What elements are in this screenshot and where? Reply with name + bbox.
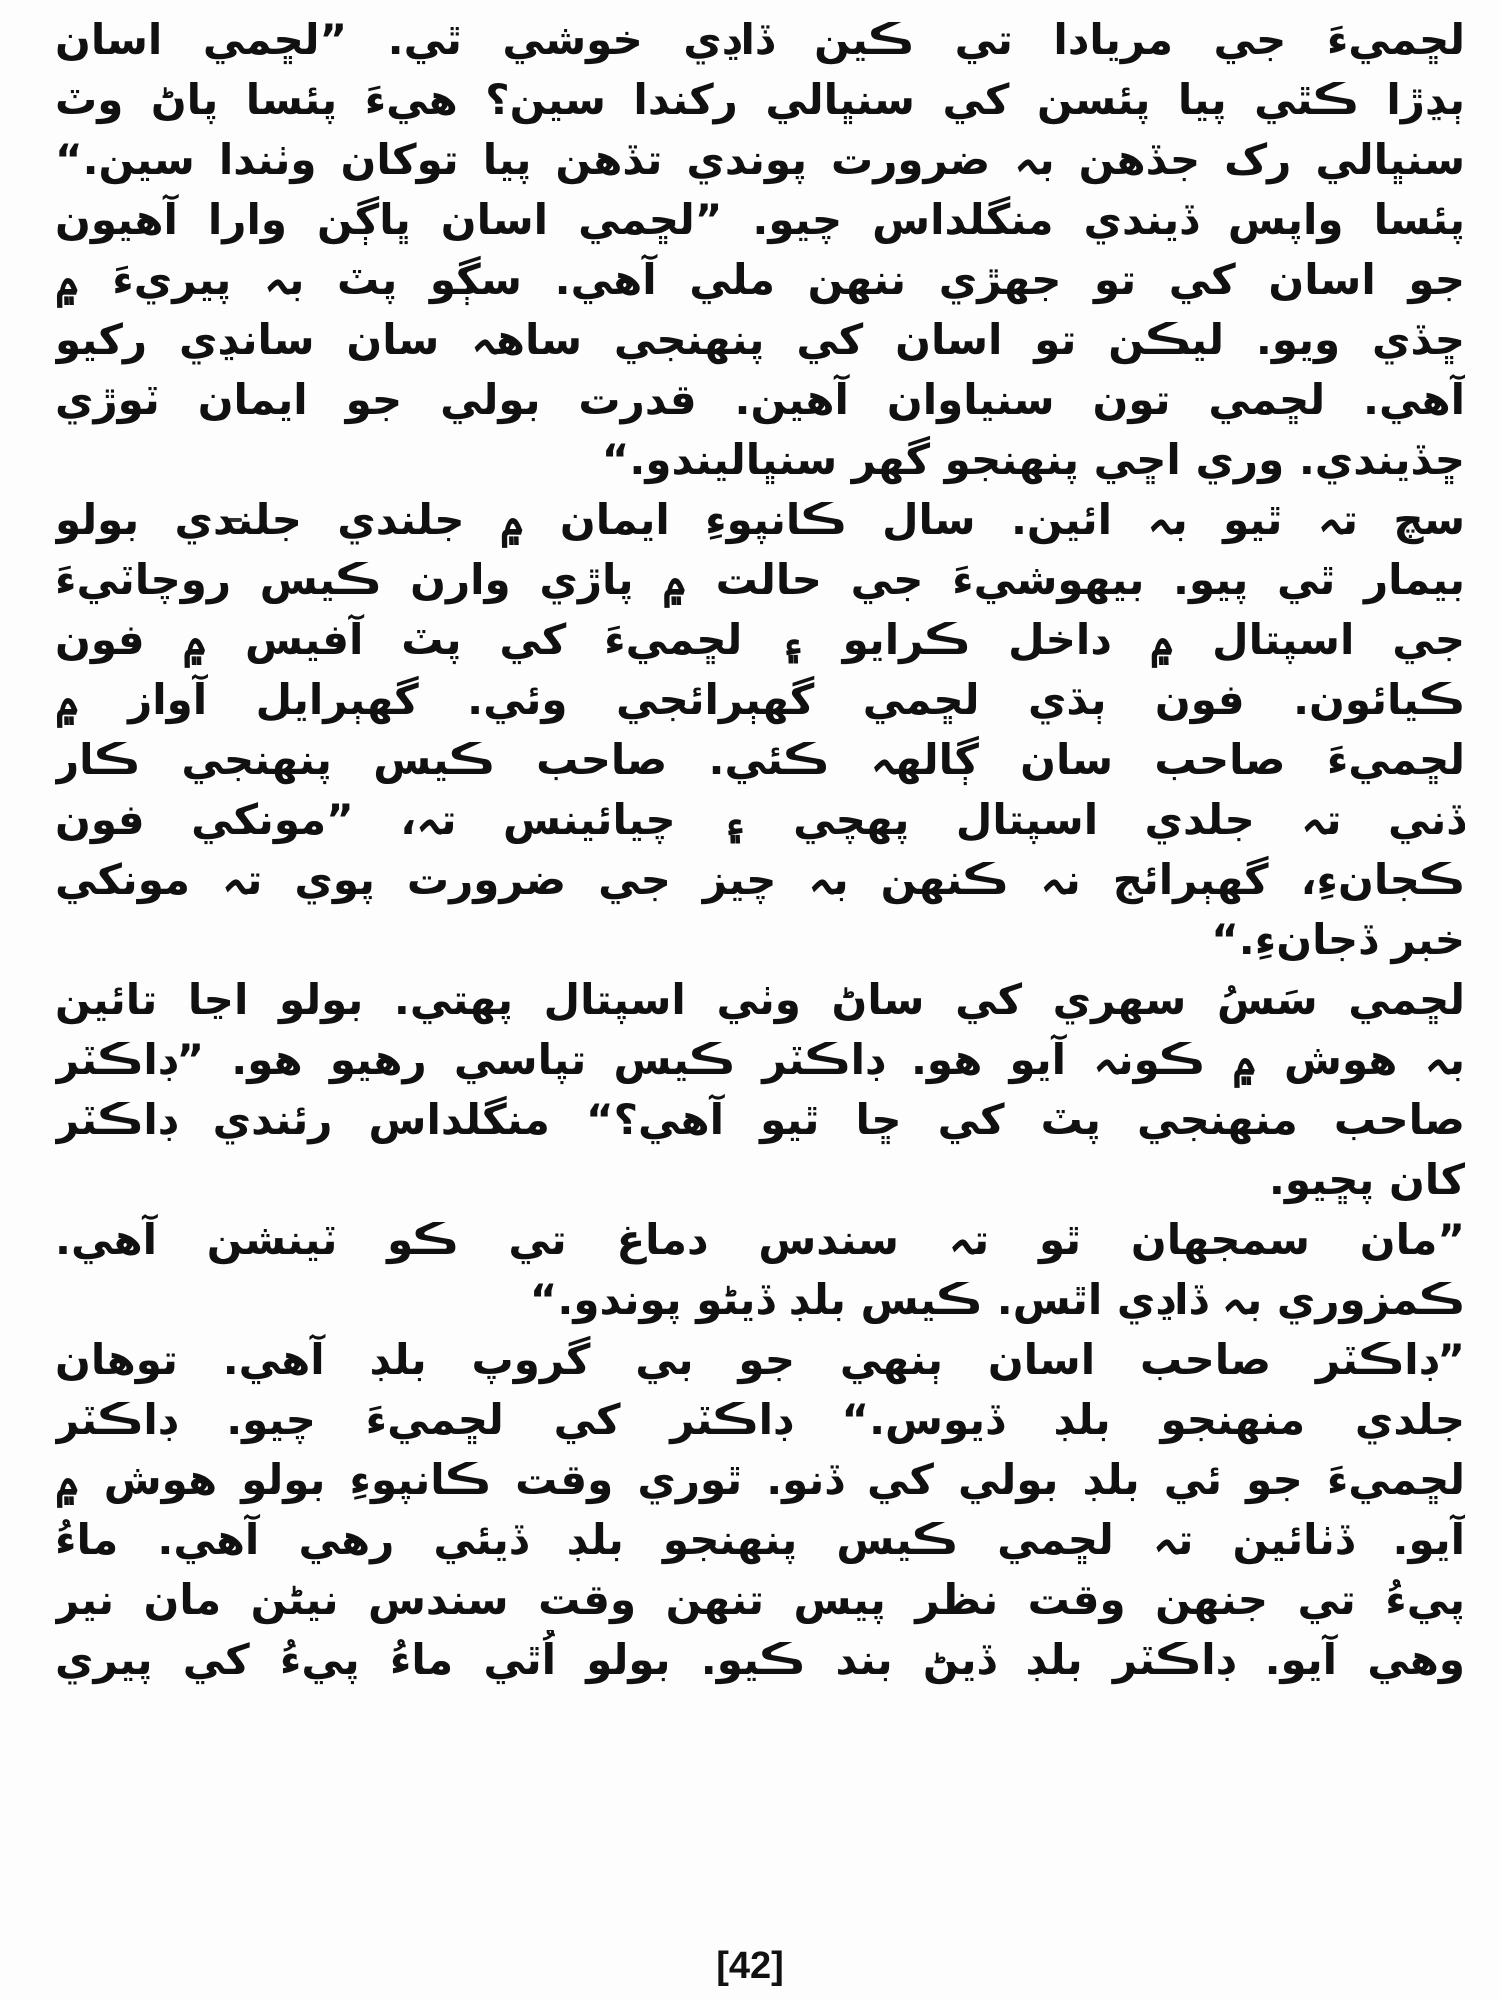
text-line: لڇمي سَسُ سهري کي ساڻ وٺي اسپتال پهتي. بولو اڃا تائين <box>55 975 1465 1024</box>
text-line: پيءُ تي جنهن وقت نظر پيس تنهن وقت سندس نيڻن مان نير <box>55 1575 1465 1624</box>
text-line: ڪمزوري بہ ڏاڍي اٿس. ڪيس بلڊ ڏيڻو پوندو.“ <box>529 1275 1465 1324</box>
text-line: جو اسان کي تو جهڙي ننهن ملي آهي. سڳو پٽ بہ پيريءَ ۾ <box>55 255 1465 304</box>
text-line: جلدي منهنجو بلڊ ڏيوس.“ ڊاڪٽر کي لڇميءَ چيو. ڊاڪٽر <box>55 1395 1465 1444</box>
text-line: لڇميءَ جو ئي بلڊ بولي کي ڏنو. ٿوري وقت ڪانپوءِ بولو هوش ۾ <box>55 1455 1465 1504</box>
text-line: ڏني تہ جلدي اسپتال پهچي ۽ چيائينس تہ، ”مونکي فون <box>55 795 1465 844</box>
text-line: کان پڇيو. <box>1268 1155 1465 1204</box>
text-line: ”ڊاڪٽر صاحب اسان ٻنهي جو بي گروپ بلڊ آهي. توهان <box>55 1335 1465 1384</box>
text-line: بہ هوش ۾ ڪونہ آيو هو. ڊاڪٽر ڪيس تپاسي رهيو هو. ”ڊاڪٽر <box>55 1035 1465 1084</box>
text-line: جي اسپتال ۾ داخل ڪرايو ۽ لڇميءَ کي پٽ آفيس ۾ فون <box>55 615 1465 664</box>
body-text <box>55 10 1465 1690</box>
text-line: خبر ڏجانءِ.“ <box>1211 915 1465 964</box>
text-line: ڇڏي ويو. ليڪن تو اسان کي پنهنجي ساهہ سان سانڍي رکيو <box>55 315 1465 364</box>
text-line: ڇڏيندي. وري اڇي پنهنجو گهر سنڀاليندو.“ <box>601 435 1465 484</box>
text-line: وهي آيو. ڊاڪٽر بلڊ ڏيڻ بند ڪيو. بولو اُٿي ماءُ پيءُ کي پيري <box>55 1635 1465 1684</box>
text-line: ڪجانءِ، گهٻرائج نہ ڪنهن بہ چيز جي ضرورت پوي تہ مونکي <box>55 855 1465 904</box>
page-number: [42] <box>716 1945 784 1987</box>
text-line: ڪيائون. فون ٻڌي لڇمي گهٻرائجي وئي. گهٻرايل آواز ۾ <box>55 675 1465 724</box>
text-line: لڇميءَ جي مريادا تي ڪين ڏاڍي خوشي ٿي. ”لڇمي اسان <box>55 15 1465 64</box>
text-line: آيو. ڏٺائين تہ لڇمي ڪيس پنهنجو بلڊ ڏيئي رهي آهي. ماءُ <box>55 1515 1465 1564</box>
text-line: صاحب منهنجي پٽ کي ڇا ٿيو آهي؟“ منگلداس رئندي ڊاڪٽر <box>55 1095 1465 1144</box>
text-line: آهي. لڇمي تون سنياوان آهين. قدرت بولي جو ايمان ٽوڙي <box>55 375 1465 424</box>
text-line: سنڀالي رک جڏهن بہ ضرورت پوندي تڏهن پيا توکان وٺندا سين.“ <box>55 135 1465 184</box>
text-line: سچ تہ ٿيو بہ ائين. سال ڪانپوءِ ايمان ۾ جلندي جلندي بولو <box>55 495 1465 544</box>
text-line: بيمار ٿي پيو. بيهوشيءَ جي حالت ۾ پاڙي وارن ڪيس روچاٽيءَ <box>55 555 1465 604</box>
text-line: ٻڍڙا ڪٿي پيا پئسن کي سنڀالي رکندا سين؟ هيءَ پئسا پاڻ وٽ <box>55 75 1465 124</box>
text-line: ”مان سمجهان ٿو تہ سندس دماغ تي ڪو ٽينشن آهي. <box>55 1215 1465 1264</box>
text-line: لڇميءَ صاحب سان ڳالهہ ڪئي. صاحب ڪيس پنهنجي ڪار <box>55 735 1465 784</box>
text-line: پئسا واپس ڏيندي منگلداس چيو. ”لڇمي اسان ڀاڳن وارا آهيون <box>55 195 1465 244</box>
